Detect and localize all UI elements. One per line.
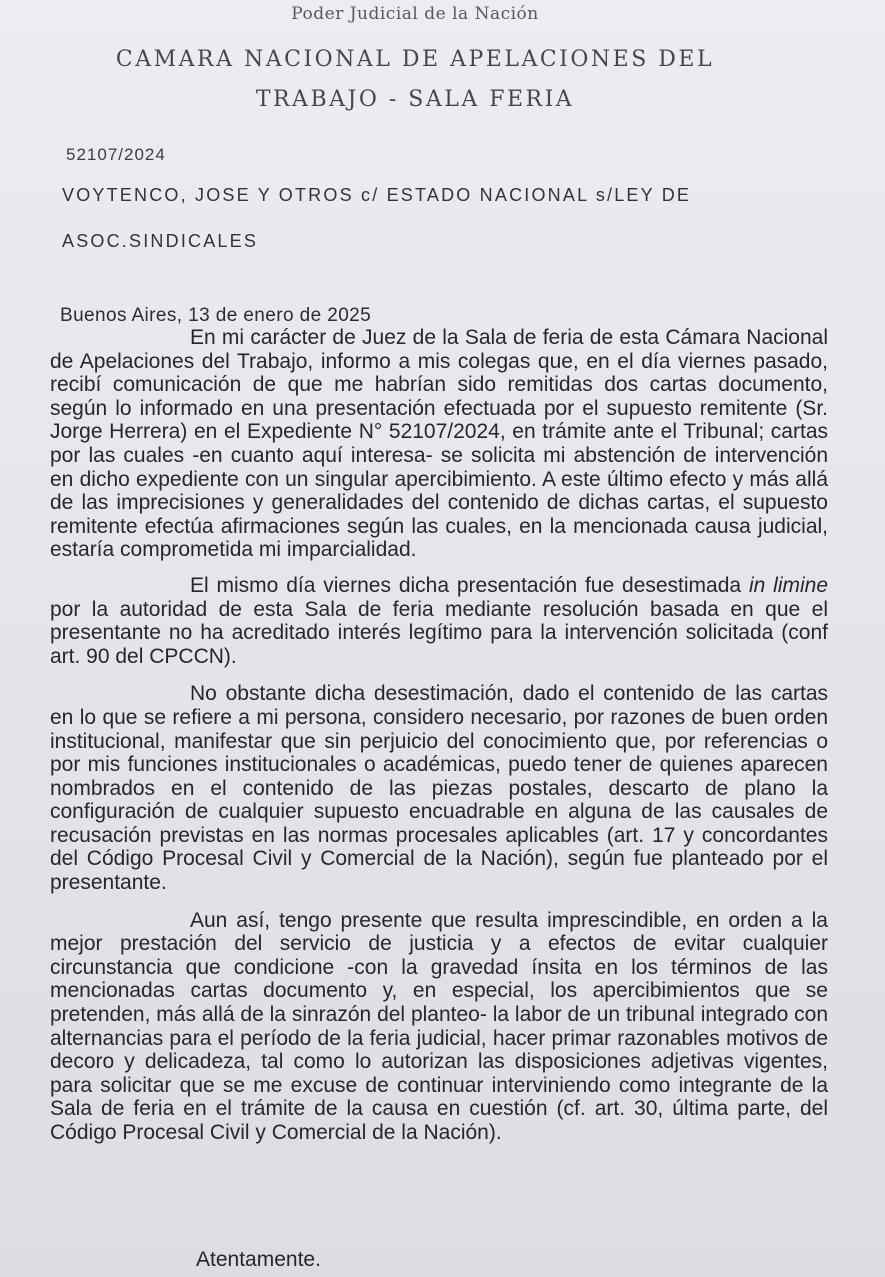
case-number: 52107/2024 (66, 145, 166, 164)
letter-body (50, 326, 828, 1159)
paragraph-2-start: El mismo día viernes dicha presentación fue desestimada (190, 573, 749, 597)
paragraph-2 (50, 574, 828, 668)
case-title (62, 172, 822, 264)
paragraph-2-latin-term: in limine (748, 573, 829, 597)
court-name (80, 40, 750, 120)
paragraph-1: En mi carácter de Juez de la Sala de feria de esta Cámara Nacional de Apelaciones del Trabajo, informo a mis colegas que, en el día viernes pasado, recibí comunicación de que me habrían sido remitidas dos cartas documento, según lo informado en una presentación efectuada por el supuesto remitente (Sr. Jorge Herrera) en el Expediente N° 52107/2024, en trámite ante el Tribunal; cartas por las cuales -en cuanto aquí interesa- se solicita mi abstención de intervención en dicho expediente con un singular apercibimiento. A este último efecto y más allá de las imprecisiones y generalidades del contenido de dichas cartas, el supuesto remitente efectúa afirmaciones según las cuales, en la mencionada causa judicial, estaría comprometida mi imparcialidad. (50, 326, 828, 562)
case-title-line-1: VOYTENCO, JOSE Y OTROS c/ ESTADO NACIONAL s/LEY DE (62, 185, 692, 205)
paragraph-4: Aun así, tengo presente que resulta imprescindible, en orden a la mejor prestación del servicio de justicia y a efectos de evitar cualquier circunstancia que condicione -con la gravedad ínsita en los términos de las mencionadas cartas documento y, en especial, los apercibimientos que se pretenden, más allá de la sinrazón del planteo- la labor de un tribunal integrado con alternancias para el período de la feria judicial, hacer primar razonables motivos de decoro y delicadeza, tal como lo autorizan las disposiciones adjetivas vigentes, para solicitar que se me excuse de continuar interviniendo como integrante de la Sala de feria en el trámite de la causa en cuestión (cf. art. 30, última parte, del Código Procesal Civil y Comercial de la Nación). (50, 908, 828, 1144)
paragraph-3: No obstante dicha desestimación, dado el contenido de las cartas en lo que se refiere a mi persona, considero necesario, por razones de buen orden institucional, manifestar que sin perjuicio del conocimiento que, por referencias o por mis funciones institucionales o académicas, puedo tener de quienes aparecen nombrados en el contenido de las piezas postales, descarto de plano la configuración de cualquier supuesto encuadrable en alguna de las causales de recusación previstas en las normas procesales aplicables (art. 17 y concordantes del Código Procesal Civil y Comercial de la Nación), según fue planteado por el presentante. (50, 682, 828, 895)
closing-salutation: Atentamente. (196, 1248, 321, 1271)
paragraph-2-end: por la autoridad de esta Sala de feria mediante resolución basada en que el presentante no ha acreditado interés legítimo para la intervención solicitada (conf art. 90 del CPCCN). (50, 597, 828, 668)
letter-date: Buenos Aires, 13 de enero de 2025 (60, 305, 372, 326)
institution-header: Poder Judicial de la Nación (291, 4, 539, 24)
court-name-line-2: TRABAJO - SALA FERIA (255, 87, 575, 112)
case-title-line-2: ASOC.SINDICALES (62, 231, 259, 251)
court-name-line-1: CAMARA NACIONAL DE APELACIONES DEL (115, 47, 715, 72)
